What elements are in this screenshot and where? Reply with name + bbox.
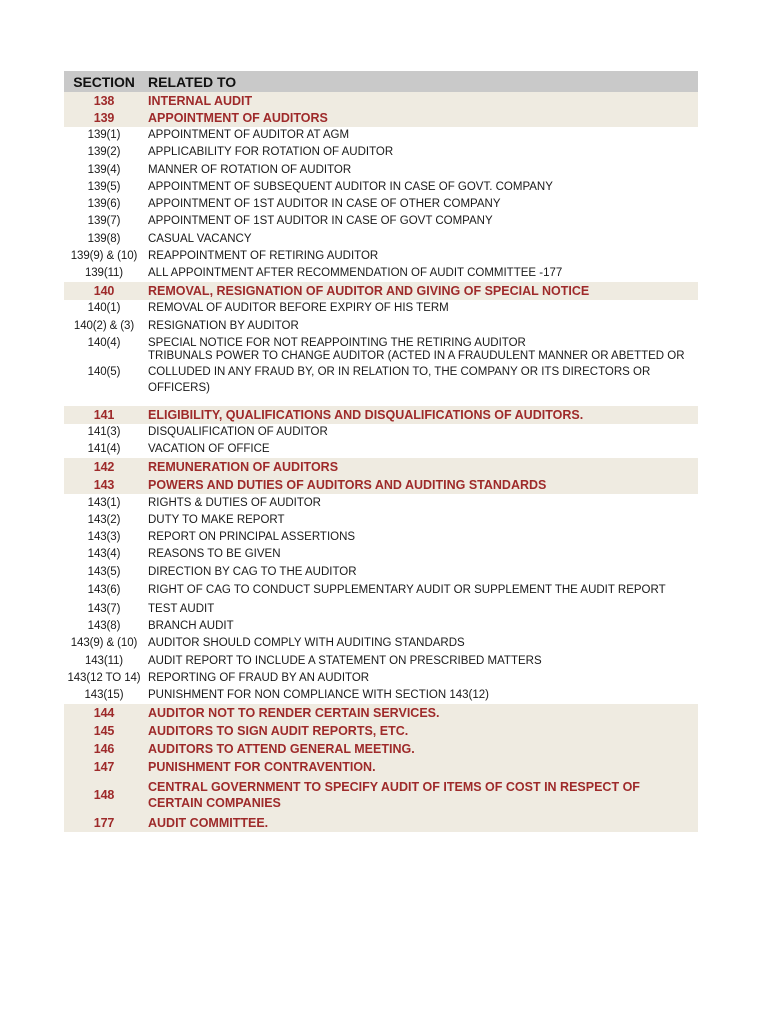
section-description: APPOINTMENT OF 1ST AUDITOR IN CASE OF GOVT COMPANY: [148, 215, 493, 228]
header-section: SECTION: [73, 73, 135, 90]
section-description: CASUAL VACANCY: [148, 232, 252, 245]
section-description: REAPPOINTMENT OF RETIRING AUDITOR: [148, 249, 379, 262]
section-number: 139(8): [87, 232, 121, 245]
section-number: 139(1): [87, 129, 121, 142]
section-description: TEST AUDIT: [148, 602, 215, 615]
sections-table: [64, 71, 698, 832]
section-heading-row: [64, 740, 698, 758]
section-number: 143(5): [87, 565, 121, 578]
section-number: 144: [93, 705, 115, 720]
section-description: PUNISHMENT FOR CONTRAVENTION.: [148, 759, 376, 774]
section-description: REASONS TO BE GIVEN: [148, 548, 281, 561]
section-number: 138: [93, 93, 115, 108]
section-number: 143: [93, 478, 115, 492]
section-number: 140(4): [87, 336, 121, 349]
table-row: [64, 563, 698, 580]
section-number: 143(1): [87, 496, 121, 509]
section-description: POWERS AND DUTIES OF AUDITORS AND AUDITING STANDARDS: [148, 478, 547, 492]
section-number: 139(4): [87, 163, 121, 176]
section-description: PUNISHMENT FOR NON COMPLIANCE WITH SECTION 143(12): [148, 689, 489, 702]
section-heading-row: [64, 282, 698, 300]
section-number: 139: [93, 110, 115, 125]
table-row: [64, 580, 698, 600]
section-number: 143(7): [87, 602, 121, 615]
section-number: 139(2): [87, 146, 121, 159]
table-row: [64, 247, 698, 264]
table-row: [64, 213, 698, 230]
section-description: AUDITOR SHOULD COMPLY WITH AUDITING STANDARDS: [148, 637, 465, 650]
section-number: 143(9) & (10): [70, 637, 138, 650]
section-description: APPOINTMENT OF AUDITOR AT AGM: [148, 129, 350, 142]
section-description: AUDITORS TO SIGN AUDIT REPORTS, ETC.: [148, 723, 409, 738]
section-description: MANNER OF ROTATION OF AUDITOR: [148, 163, 352, 176]
section-description: APPLICABILITY FOR ROTATION OF AUDITOR: [148, 146, 394, 159]
table-row: [64, 300, 698, 317]
table-row: [64, 317, 698, 334]
table-row: [64, 529, 698, 546]
section-description: REMOVAL, RESIGNATION OF AUDITOR AND GIVING OF SPECIAL NOTICE: [148, 283, 590, 298]
section-number: 141: [93, 407, 115, 422]
section-description: AUDIT COMMITTEE.: [148, 815, 269, 830]
section-heading-row: [64, 758, 698, 776]
section-description: REPORTING OF FRAUD BY AN AUDITOR: [148, 671, 370, 684]
section-description: APPOINTMENT OF SUBSEQUENT AUDITOR IN CASE OF GOVT. COMPANY: [148, 180, 553, 193]
section-number: 143(11): [84, 654, 124, 667]
section-number: 139(5): [87, 180, 121, 193]
section-heading-row: [64, 814, 698, 832]
section-heading-row: [64, 92, 698, 109]
section-number: 143(8): [87, 620, 121, 633]
section-description: AUDIT REPORT TO INCLUDE A STATEMENT ON PRESCRIBED MATTERS: [148, 654, 542, 667]
section-heading-row: [64, 458, 698, 476]
table-row: [64, 352, 698, 393]
table-row: [64, 265, 698, 282]
section-number: 147: [93, 759, 115, 774]
table-row: [64, 144, 698, 161]
section-number: 143(15): [84, 689, 124, 702]
section-heading-row: [64, 722, 698, 740]
section-description: SPECIAL NOTICE FOR NOT REAPPOINTING THE RETIRING AUDITOR: [148, 336, 526, 349]
table-row: [64, 230, 698, 247]
section-description: TRIBUNALS POWER TO CHANGE AUDITOR (ACTED IN A FRAUDULENT MANNER OR ABETTED OR COLLUDED IN ANY FRAUD BY, OR IN RELATION TO, THE COMPANY OR ITS DIRECTORS OR OFFICERS): [148, 350, 685, 394]
section-number: 139(7): [87, 215, 121, 228]
section-number: 143(3): [87, 531, 121, 544]
section-description: ALL APPOINTMENT AFTER RECOMMENDATION OF AUDIT COMMITTEE -177: [148, 267, 563, 280]
section-heading-row: [64, 406, 698, 424]
section-description: DISQUALIFICATION OF AUDITOR: [148, 426, 328, 439]
section-description: DIRECTION BY CAG TO THE AUDITOR: [148, 565, 357, 578]
table-row: [64, 196, 698, 213]
table-row: [64, 424, 698, 441]
table-header: [64, 71, 698, 92]
table-row: [64, 511, 698, 528]
section-description: VACATION OF OFFICE: [148, 443, 270, 456]
section-description: AUDITORS TO ATTEND GENERAL MEETING.: [148, 741, 415, 756]
section-number: 140: [93, 283, 115, 298]
table-row: [64, 161, 698, 178]
table-row: [64, 618, 698, 635]
section-number: 140(5): [87, 366, 121, 378]
section-description: AUDITOR NOT TO RENDER CERTAIN SERVICES.: [148, 705, 440, 720]
section-number: 143(2): [87, 513, 121, 526]
section-number: 148: [93, 787, 115, 802]
table-row: [64, 687, 698, 704]
section-number: 139(11): [84, 267, 124, 280]
table-row: [64, 652, 698, 669]
section-number: 141(4): [87, 443, 121, 456]
section-description: RIGHTS & DUTIES OF AUDITOR: [148, 496, 321, 509]
section-heading-row: [64, 109, 698, 126]
table-row: [64, 635, 698, 652]
section-description: APPOINTMENT OF AUDITORS: [148, 110, 328, 125]
section-description: RIGHT OF CAG TO CONDUCT SUPPLEMENTARY AUDIT OR SUPPLEMENT THE AUDIT REPORT: [148, 584, 666, 597]
table-body: [64, 92, 698, 832]
section-number: 146: [93, 741, 115, 756]
section-number: 177: [93, 815, 115, 830]
section-number: 142: [93, 460, 115, 474]
table-row: [64, 669, 698, 686]
table-row: [64, 127, 698, 144]
section-description: REMUNERATION OF AUDITORS: [148, 460, 339, 474]
section-description: CENTRAL GOVERNMENT TO SPECIFY AUDIT OF ITEMS OF COST IN RESPECT OF CERTAIN COMPANIES: [148, 779, 640, 810]
table-row: [64, 546, 698, 563]
section-heading-row: [64, 776, 698, 814]
table-row: [64, 178, 698, 195]
section-description: RESIGNATION BY AUDITOR: [148, 319, 299, 332]
section-heading-row: [64, 476, 698, 494]
section-number: 145: [93, 723, 115, 738]
table-row: [64, 441, 698, 458]
section-description: ELIGIBILITY, QUALIFICATIONS AND DISQUALIFICATIONS OF AUDITORS.: [148, 407, 584, 422]
section-number: 140(2) & (3): [73, 319, 135, 332]
section-description: REPORT ON PRINCIPAL ASSERTIONS: [148, 531, 356, 544]
header-related-to: RELATED TO: [148, 73, 237, 90]
section-number: 140(1): [87, 302, 121, 315]
section-description: DUTY TO MAKE REPORT: [148, 513, 285, 526]
section-number: 143(4): [87, 548, 121, 561]
section-number: 139(9) & (10): [70, 249, 138, 262]
section-number: 139(6): [87, 198, 121, 211]
table-row: [64, 494, 698, 511]
section-number: 143(12 TO 14): [67, 671, 141, 684]
section-number: 141(3): [87, 426, 121, 439]
section-description: BRANCH AUDIT: [148, 620, 234, 633]
section-description: INTERNAL AUDIT: [148, 93, 253, 108]
table-row: [64, 600, 698, 617]
section-heading-row: [64, 704, 698, 722]
section-description: APPOINTMENT OF 1ST AUDITOR IN CASE OF OTHER COMPANY: [148, 198, 501, 211]
section-description: REMOVAL OF AUDITOR BEFORE EXPIRY OF HIS TERM: [148, 302, 449, 315]
section-number: 143(6): [87, 584, 121, 597]
